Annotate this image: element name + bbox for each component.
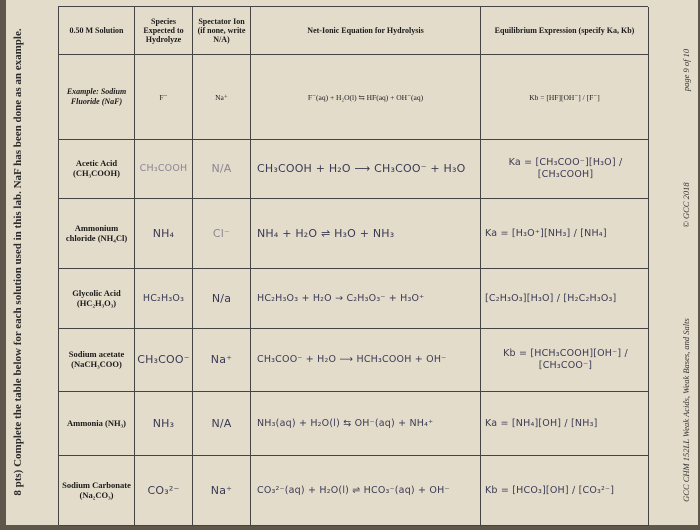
example-spectator: Na⁺: [193, 55, 251, 140]
header-expression: Equilibrium Expression (specify Ka, Kb): [481, 7, 649, 55]
row-solution: Ammonium chloride (NH₄Cl): [59, 199, 135, 269]
example-solution: Example: Sodium Fluoride (NaF): [59, 55, 135, 140]
row-expression: [C₂H₃O₃][H₃O] / [H₂C₂H₃O₃]: [481, 269, 649, 329]
row-solution: Glycolic Acid (HC₂H₃O₃): [59, 269, 135, 329]
row-equation: HC₂H₃O₃ + H₂O → C₂H₃O₃⁻ + H₃O⁺: [251, 269, 481, 329]
header-equation: Net-Ionic Equation for Hydrolysis: [251, 7, 481, 55]
course-footer: GCC CHM 152LL Weak Acids, Weak Bases, and Salts: [681, 318, 691, 502]
row-spectator: N/A: [193, 392, 251, 456]
row-spectator: Na⁺: [193, 456, 251, 526]
row-equation: NH₃(aq) + H₂O(l) ⇆ OH⁻(aq) + NH₄⁺: [251, 392, 481, 456]
row-species: CH₃COOH: [135, 140, 193, 199]
worksheet-page: [6, 0, 698, 525]
row-spectator: N/A: [193, 140, 251, 199]
row-spectator: Na⁺: [193, 329, 251, 392]
row-species: NH₄: [135, 199, 193, 269]
row-species: HC₂H₃O₃: [135, 269, 193, 329]
copyright-note: © GCC 2018: [681, 182, 691, 228]
row-solution: Sodium Carbonate (Na₂CO₃): [59, 456, 135, 526]
row-equation: CH₃COO⁻ + H₂O ⟶ HCH₃COOH + OH⁻: [251, 329, 481, 392]
row-solution: Sodium acetate (NaCH₃COO): [59, 329, 135, 392]
row-spectator: N/a: [193, 269, 251, 329]
example-expression: Kb = [HF][OH⁻] / [F⁻]: [481, 55, 649, 140]
row-equation: CO₃²⁻(aq) + H₂O(l) ⇌ HCO₃⁻(aq) + OH⁻: [251, 456, 481, 526]
row-species: CH₃COO⁻: [135, 329, 193, 392]
row-expression: Ka = [H₃O⁺][NH₃] / [NH₄]: [481, 199, 649, 269]
row-equation: CH₃COOH + H₂O ⟶ CH₃COO⁻ + H₃O: [251, 140, 481, 199]
row-solution: Acetic Acid (CH₃COOH): [59, 140, 135, 199]
row-spectator: Cl⁻: [193, 199, 251, 269]
row-species: NH₃: [135, 392, 193, 456]
header-solution: 0.50 M Solution: [59, 7, 135, 55]
side-instruction: 8 pts) Complete the table below for each solution used in this lab. NaF has been done as an example.: [12, 28, 24, 496]
row-expression: Ka = [CH₃COO⁻][H₃O] / [CH₃COOH]: [481, 140, 649, 199]
example-species: F⁻: [135, 55, 193, 140]
example-equation: F⁻(aq) + H₂O(l) ⇆ HF(aq) + OH⁻(aq): [251, 55, 481, 140]
row-expression: Ka = [NH₄][OH] / [NH₃]: [481, 392, 649, 456]
header-spectator: Spectator Ion (if none, write N/A): [193, 7, 251, 55]
row-expression: Kb = [HCH₃COOH][OH⁻] / [CH₃COO⁻]: [481, 329, 649, 392]
row-expression: Kb = [HCO₃][OH] / [CO₃²⁻]: [481, 456, 649, 526]
row-solution: Ammonia (NH₃): [59, 392, 135, 456]
row-equation: NH₄ + H₂O ⇌ H₃O + NH₃: [251, 199, 481, 269]
page-number: page 9 of 10: [681, 48, 691, 92]
hydrolysis-table: [58, 6, 648, 525]
header-species: Species Expected to Hydrolyze: [135, 7, 193, 55]
row-species: CO₃²⁻: [135, 456, 193, 526]
